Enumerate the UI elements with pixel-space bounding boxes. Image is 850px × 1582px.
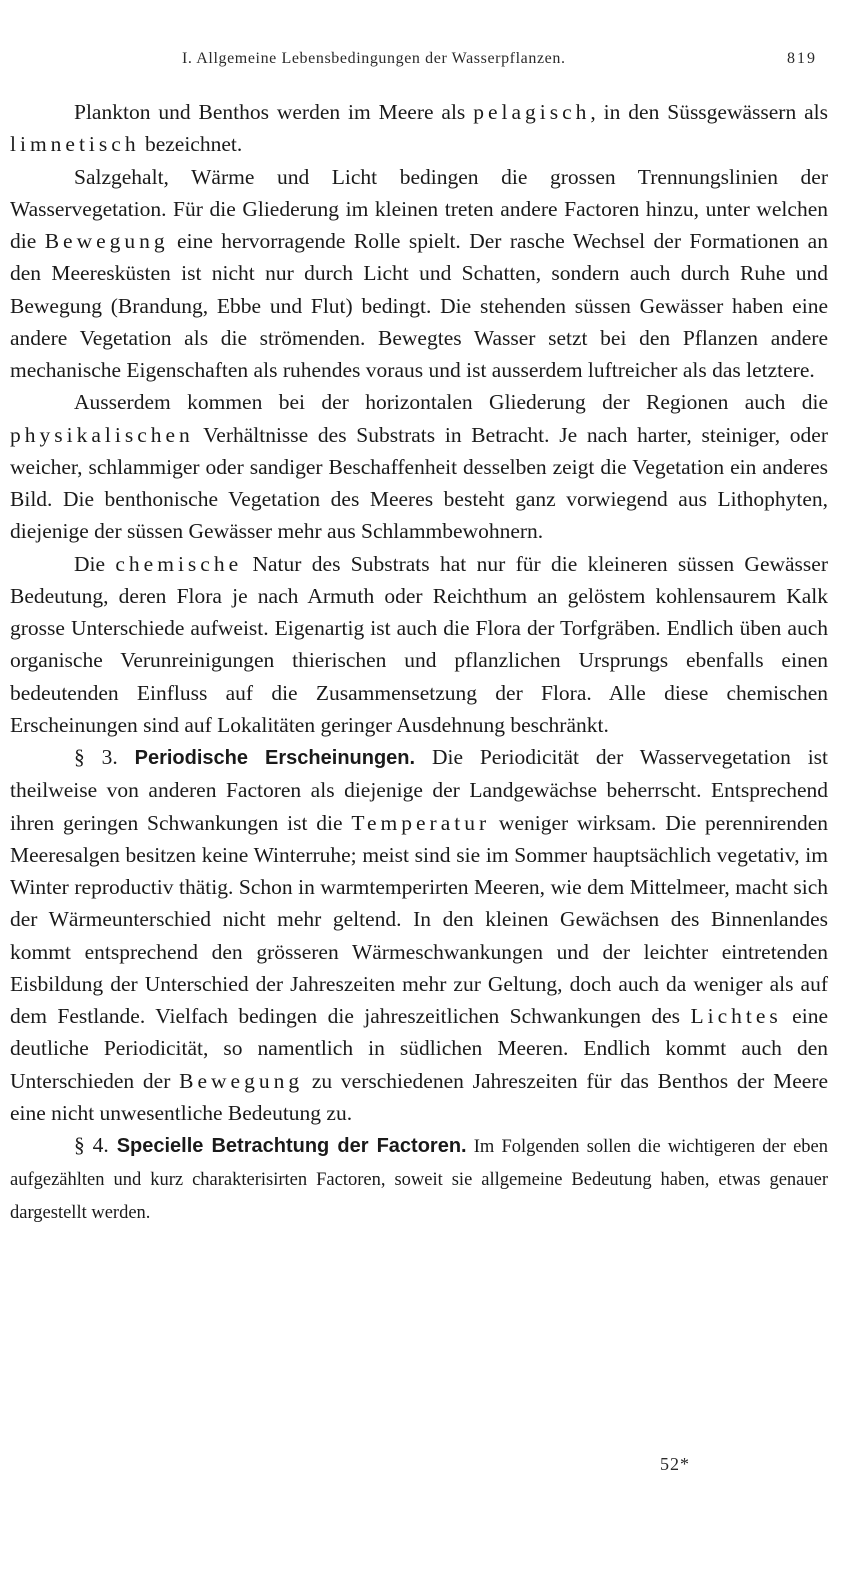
paragraph-bewegung (10, 161, 828, 387)
spaced-term: Bewegung (44, 229, 169, 253)
text-run: eine hervorragende Rolle spielt. Der rasche Wechsel der Formationen an den Meeresküsten ist nicht nur durch Licht und Schatten, sondern auch durch Ruhe und Bewegung (Brandung, Ebbe und Flut) bedingt. Die stehenden süssen Gewässer haben eine andere Vegetation als die strömenden. Bewegtes Wasser setzt bei den Pflanzen andere mechanische Eigenschaften als ruhendes voraus und ist ausserdem luftreicher als das letztere. (10, 229, 828, 382)
spaced-term: Lichtes (690, 1004, 782, 1028)
paragraph-substrat-chemisch (10, 548, 828, 742)
section-number: § 4. (74, 1133, 109, 1157)
signature-mark: 52* (660, 1454, 690, 1474)
spaced-term: physikalischen (10, 422, 194, 447)
paragraph-plankton-benthos (10, 96, 828, 161)
text-run: zu verschiedenen Jahreszeiten für das Benthos der Meere eine nicht unwesentliche Bedeutung zu. (10, 1068, 829, 1125)
text-run: weniger wirksam. Die perennirenden Meeresalgen besitzen keine Winterruhe; meist sind sie im Sommer hauptsächlich vegetativ, im Winter reproductiv thätig. Schon in warmtemperirten Meeren, wie dem Mittelmeer, macht sich der Wärmeunterschied nicht mehr geltend. In den kleinen Gewächsen des Binnenlandes kommt entsprechend den grösseren Wärmeschwankungen und der leichter eintretenden Eisbildung der Unterschied der Jahreszeiten mehr zur Geltung, doch auch da weniger als auf dem Festlande. Vielfach bedingen die jahreszeitlichen Schwankungen des (10, 810, 828, 1028)
text-run: Die (74, 551, 116, 576)
paragraph-substrat-physikalisch (10, 386, 828, 547)
page-number: 819 (787, 50, 817, 67)
text-run: , in den Süssgewässern als (590, 100, 828, 124)
spaced-term: pelagisch (473, 100, 591, 124)
running-title: I. Allgemeine Lebensbedingungen der Wasserpflanzen. (182, 50, 566, 67)
text-run: Natur des Substrats hat nur für die kleineren süssen Gewässer Bedeutung, deren Flora je nach Armuth oder Reichthum an gelöstem kohlensaurem Kalk grosse Unterschiede aufweist. Eigenartig ist auch die Flora der Torfgräben. Endlich üben auch organische Verunreinigungen thierischen und pflanzlichen Ursprungs ebenfalls einen bedeutenden Einfluss auf die Zusammensetzung der Flora. Alle diese chemischen Erscheinungen sind auf Lokalitäten geringer Ausdehnung beschränkt. (10, 551, 828, 737)
text-run: Die Periodicität der Wasservegetation ist theilweise von anderen Factoren als diejenige der Landgewächse beherrscht. Entsprechend ihren geringen Schwankungen ist die (10, 745, 829, 835)
spaced-term: chemische (115, 551, 243, 576)
text-run: Ausserdem kommen bei der horizontalen Gliederung der Regionen auch die (74, 390, 828, 415)
text-run: Salzgehalt, Wärme und Licht bedingen die grossen Trennungslinien der Wasservegetation. Für die Gliederung im kleinen treten andere Factoren hinzu, unter welchen die (10, 164, 828, 253)
section-3-periodische-erscheinungen (10, 741, 828, 1129)
section-4-specielle-betrachtung (10, 1129, 828, 1228)
body-text (10, 96, 828, 1228)
section-heading: Periodische Erscheinungen. (134, 747, 416, 769)
text-run: Plankton und Benthos werden im Meere als (74, 100, 474, 124)
section-heading: Specielle Betrachtung der Factoren. (116, 1135, 467, 1157)
text-run: Verhältnisse des Substrats in Betracht. Je nach harter, steiniger, oder weicher, schlammiger oder sandiger Beschaffenheit desselben zeigt die Vegetation ein anderes Bild. Die benthonische Vegetation des Meeres besteht ganz vorwiegend aus Lithophyten, diejenige der süssen Gewässer mehr aus Schlammbewohnern. (10, 422, 828, 544)
spaced-term: limnetisch (10, 132, 140, 157)
spaced-term: Bewegung (179, 1068, 304, 1093)
section-number: § 3. (74, 745, 118, 769)
text-run: Im Folgenden sollen die wichtigeren der eben aufgezählten und kurz charakterisirten Factoren, soweit sie allgemeine Bedeutung haben, etwas genauer dargestellt werden. (10, 1137, 828, 1224)
text-run: eine deutliche Periodicität, so namentlich in südlichen Meeren. Endlich kommt auch den Unterschieden der (10, 1004, 828, 1093)
text-run: bezeichnet. (139, 132, 243, 157)
spaced-term: Temperatur (351, 810, 491, 835)
